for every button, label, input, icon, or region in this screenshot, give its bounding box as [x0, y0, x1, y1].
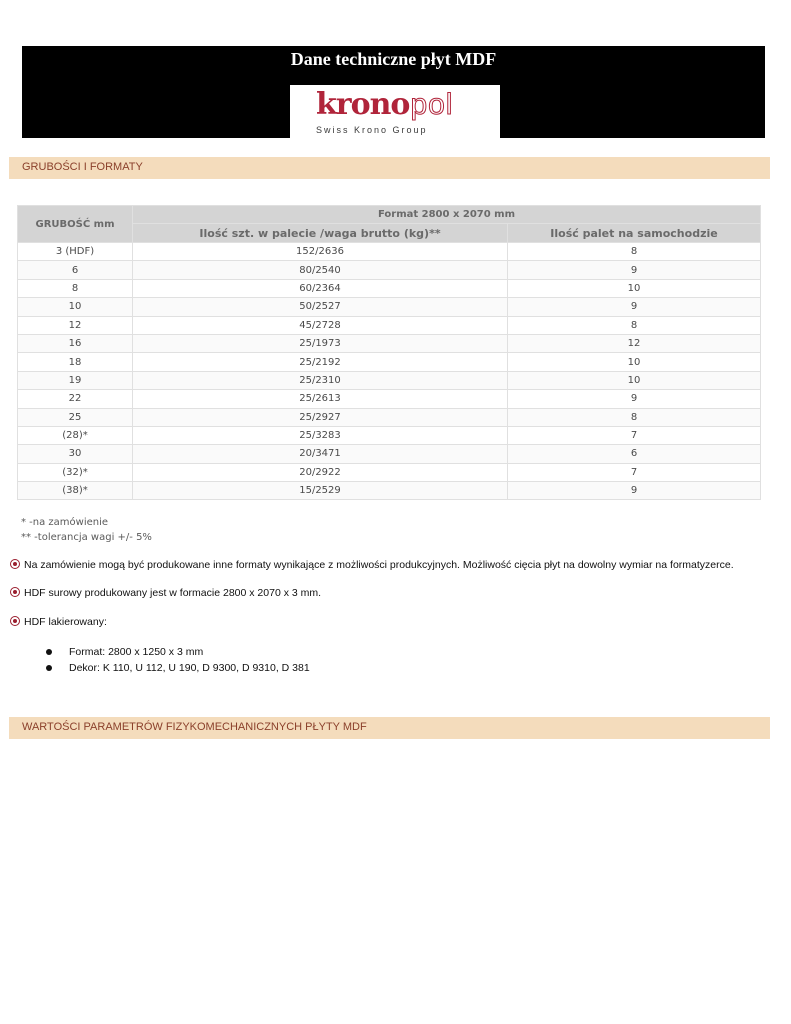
table-row	[18, 316, 761, 334]
table-row	[18, 371, 761, 389]
logo-krono-text: krono	[316, 87, 410, 122]
cell-quantity-weight: 20/2922	[133, 463, 508, 481]
table-row	[18, 426, 761, 444]
cell-thickness: 8	[18, 279, 133, 297]
cell-thickness: 3 (HDF)	[18, 243, 133, 261]
cell-thickness: 12	[18, 316, 133, 334]
logo-wordmark	[316, 89, 453, 121]
list-item: Format: 2800 x 1250 x 3 mm	[46, 644, 310, 660]
section-title: WARTOŚCI PARAMETRÓW FIZYKOMECHANICZNYCH PŁYTY MDF	[22, 721, 367, 733]
note-weight-tolerance: ** -tolerancja wagi +/- 5%	[21, 532, 152, 543]
paragraph-hdf-raw	[10, 587, 321, 599]
cell-quantity-weight: 80/2540	[133, 261, 508, 279]
bullet-icon	[10, 616, 20, 626]
cell-quantity-weight: 25/2310	[133, 371, 508, 389]
section-header-thickness	[9, 157, 770, 179]
cell-quantity-weight: 50/2527	[133, 298, 508, 316]
cell-quantity-weight: 152/2636	[133, 243, 508, 261]
paragraph-text: Na zamówienie mogą być produkowane inne formaty wynikające z możliwości produkcyjnych. Możliwość cięcia płyt na dowolny wymiar na formatyzerce.	[24, 559, 734, 571]
table-row	[18, 279, 761, 297]
section-header-parameters	[9, 717, 770, 739]
paragraph-text: HDF surowy produkowany jest w formacie 2800 x 2070 x 3 mm.	[24, 587, 322, 599]
cell-thickness: 25	[18, 408, 133, 426]
spec-table	[17, 205, 761, 500]
section-title: GRUBOŚCI I FORMATY	[22, 161, 143, 173]
table-row	[18, 334, 761, 352]
logo-pol-text: pol	[410, 88, 454, 121]
cell-quantity-weight: 25/3283	[133, 426, 508, 444]
bullet-icon	[10, 587, 20, 597]
cell-quantity-weight: 45/2728	[133, 316, 508, 334]
table-row	[18, 298, 761, 316]
cell-pallets: 9	[508, 482, 761, 500]
cell-pallets: 8	[508, 316, 761, 334]
paragraph-other-formats	[10, 559, 734, 571]
col-header-pallets: Ilość palet na samochodzie	[508, 224, 761, 243]
cell-quantity-weight: 60/2364	[133, 279, 508, 297]
cell-quantity-weight: 20/3471	[133, 445, 508, 463]
table-row	[18, 463, 761, 481]
cell-thickness: 30	[18, 445, 133, 463]
cell-pallets: 10	[508, 353, 761, 371]
cell-pallets: 7	[508, 463, 761, 481]
cell-quantity-weight: 25/2927	[133, 408, 508, 426]
cell-pallets: 12	[508, 334, 761, 352]
cell-pallets: 9	[508, 261, 761, 279]
cell-thickness: 22	[18, 390, 133, 408]
table-row	[18, 243, 761, 261]
cell-pallets: 7	[508, 426, 761, 444]
cell-thickness: 19	[18, 371, 133, 389]
col-group-header-format: Format 2800 x 2070 mm	[133, 206, 761, 224]
cell-pallets: 10	[508, 279, 761, 297]
table-row	[18, 445, 761, 463]
lacquered-details-list	[46, 644, 310, 676]
table-row	[18, 353, 761, 371]
page-title: Dane techniczne płyt MDF	[290, 49, 497, 69]
table-row	[18, 482, 761, 500]
note-on-order: * -na zamówienie	[21, 517, 109, 528]
cell-pallets: 8	[508, 243, 761, 261]
page-header	[22, 46, 765, 138]
col-header-quantity: Ilość szt. w palecie /waga brutto (kg)**	[133, 224, 508, 243]
paragraph-text: HDF lakierowany:	[24, 616, 107, 628]
list-item: Dekor: K 110, U 112, U 190, D 9300, D 9310, D 381	[46, 660, 310, 676]
col-header-thickness: GRUBOŚĆ mm	[18, 206, 133, 243]
cell-thickness: 10	[18, 298, 133, 316]
cell-pallets: 9	[508, 298, 761, 316]
cell-thickness: 16	[18, 334, 133, 352]
cell-quantity-weight: 25/2613	[133, 390, 508, 408]
cell-pallets: 6	[508, 445, 761, 463]
cell-pallets: 10	[508, 371, 761, 389]
table-row	[18, 408, 761, 426]
paragraph-hdf-lacquered	[10, 616, 107, 628]
bullet-icon	[10, 559, 20, 569]
table-row	[18, 390, 761, 408]
cell-thickness: 18	[18, 353, 133, 371]
cell-thickness: (38)*	[18, 482, 133, 500]
table-notes	[21, 515, 152, 545]
logo-subtitle: Swiss Krono Group	[316, 125, 428, 135]
cell-quantity-weight: 15/2529	[133, 482, 508, 500]
cell-thickness: (32)*	[18, 463, 133, 481]
cell-thickness: 6	[18, 261, 133, 279]
cell-quantity-weight: 25/1973	[133, 334, 508, 352]
table-row	[18, 261, 761, 279]
cell-pallets: 9	[508, 390, 761, 408]
cell-thickness: (28)*	[18, 426, 133, 444]
cell-quantity-weight: 25/2192	[133, 353, 508, 371]
cell-pallets: 8	[508, 408, 761, 426]
kronopol-logo	[290, 85, 500, 138]
